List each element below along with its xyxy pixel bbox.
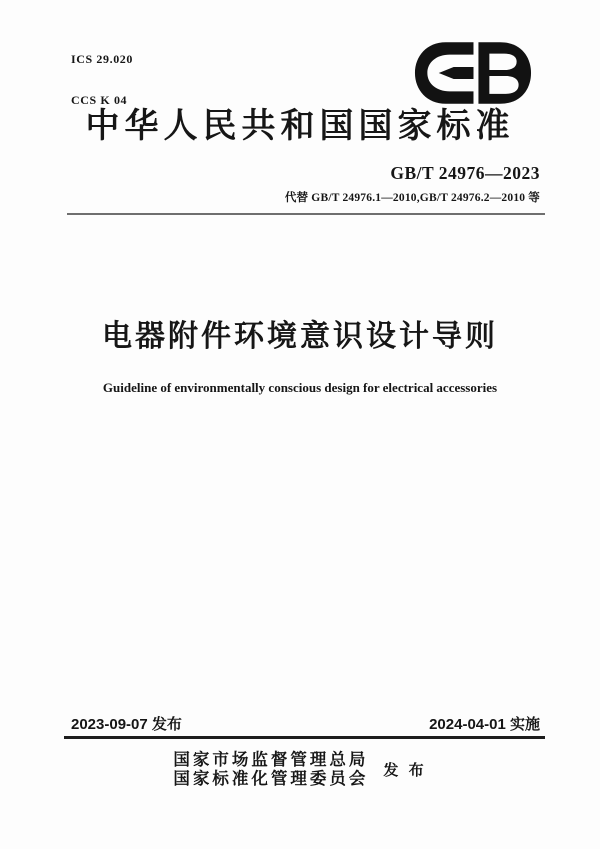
national-standard-heading: 中华人民共和国国家标准 — [85, 108, 515, 145]
header-divider-line — [67, 213, 545, 215]
ccs-code: CCS K 04 — [71, 92, 128, 107]
document-title-chinese: 电器附件环境意识设计导则 — [102, 320, 498, 353]
footer-divider-line — [64, 736, 545, 739]
issuer-names — [173, 751, 368, 788]
publish-label: 发 布 — [383, 762, 427, 779]
issuing-authority-2: 国家标准化管理委员会 — [173, 769, 369, 788]
replaces-note: 代替 GB/T 24976.1—2010,GB/T 24976.2—2010 等 — [284, 192, 540, 204]
gb-logo-graphic — [410, 38, 534, 108]
standard-number: GB/T 24976—2023 — [390, 163, 540, 183]
document-title-english: Guideline of environmentally conscious design for electrical accessories — [102, 380, 498, 395]
dates-row — [71, 713, 540, 734]
issuing-authorities — [0, 751, 600, 788]
issue-date: 2023-09-07 发布 — [71, 716, 182, 733]
gb-standard-logo — [410, 38, 534, 108]
implementation-date: 2024-04-01 实施 — [429, 716, 540, 733]
issuing-authority-1: 国家市场监督管理总局 — [173, 751, 369, 769]
ics-code: ICS 29.020 — [71, 52, 134, 66]
